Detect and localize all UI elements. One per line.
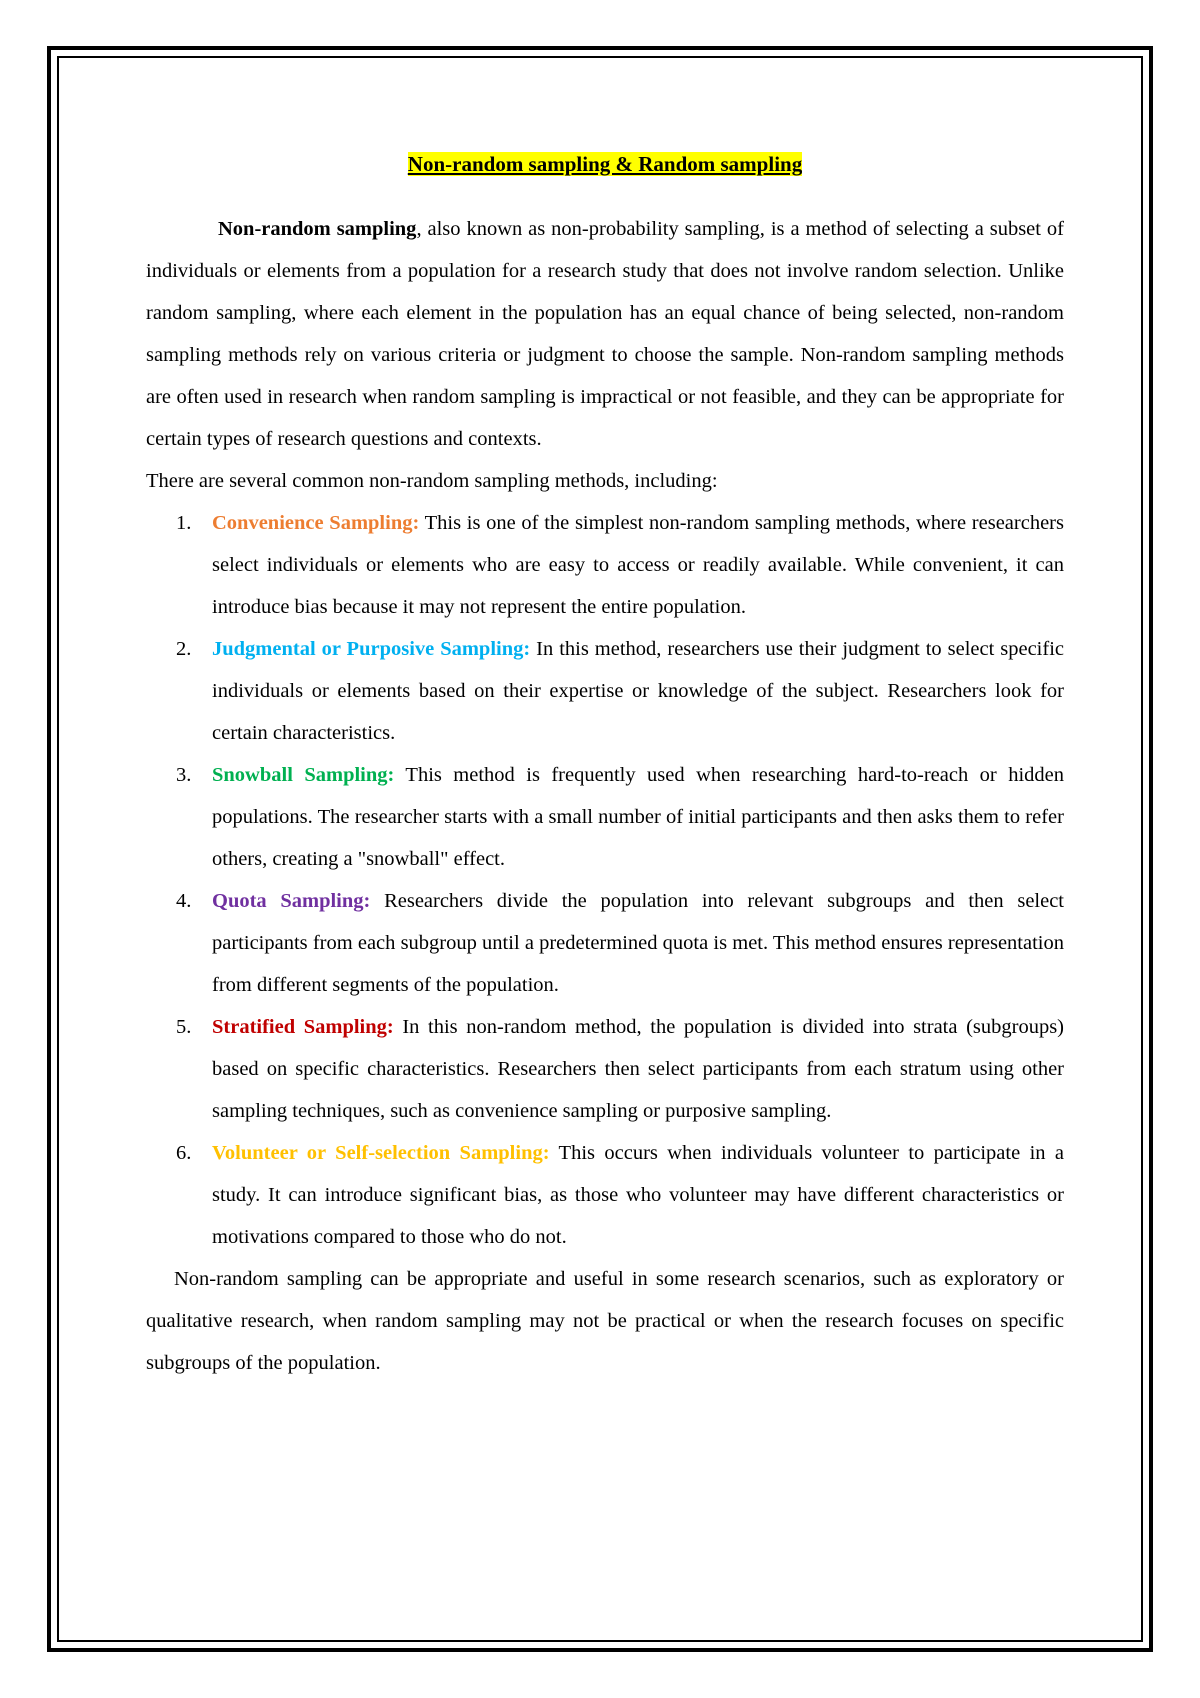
method-description: Researchers divide the population into relevant subgroups and then select participants from each subgroup until a predetermined quota is met. This method ensures representation from different segments of the population. [212, 890, 1065, 996]
list-item-number: 2. [176, 638, 192, 660]
list-item-number: 5. [176, 1016, 192, 1038]
list-item-number: 4. [176, 890, 192, 912]
method-description: This occurs when individuals volunteer to participate in a study. It can introduce significant bias, as those who volunteer may have different characteristics or motivations compared to those who do not. [212, 1142, 1064, 1248]
title-block [146, 143, 1064, 186]
document-body [146, 143, 1064, 1384]
intro-paragraph [146, 208, 1064, 460]
list-intro: There are several common non-random sampling methods, including: [146, 470, 718, 492]
method-term: Snowball Sampling: [212, 764, 395, 786]
list-item-number: 1. [176, 512, 192, 534]
list-item-number: 6. [176, 1142, 192, 1164]
method-term: Volunteer or Self-selection Sampling: [212, 1142, 550, 1164]
list-item [146, 754, 1064, 880]
intro-bold-lead: Non-random sampling [218, 218, 417, 240]
list-item [146, 1006, 1064, 1132]
method-term: Convenience Sampling: [212, 512, 420, 534]
method-description: This method is frequently used when researching hard-to-reach or hidden populations. The researcher starts with a small number of initial participants and then asks them to refer others, creating a "snowball" effect. [212, 764, 1064, 870]
list-item-number: 3. [176, 764, 192, 786]
list-item [146, 1132, 1064, 1258]
method-description: In this non-random method, the population is divided into strata (subgroups) based on specific characteristics. Researchers then select participants from each stratum using other sampling techniques, such as convenience sampling or purposive sampling. [212, 1016, 1065, 1122]
list-item [146, 880, 1064, 1006]
closing-paragraph: Non-random sampling can be appropriate and useful in some research scenarios, such as exploratory or qualitative research, when random sampling may not be practical or when the research focuses on specific subgroups of the population. [146, 1268, 1064, 1374]
method-term: Judgmental or Purposive Sampling: [212, 638, 531, 660]
intro-text: , also known as non-probability sampling, is a method of selecting a subset of individuals or elements from a population for a research study that does not involve random selection. Unlike random sampling, where each element in the population has an equal chance of being selected, non-random sampling methods rely on various criteria or judgment to choose the sample. Non-random sampling methods are often used in research when random sampling is impractical or not feasible, and they can be appropriate for certain types of research questions and contexts. [146, 218, 1064, 450]
method-description: This is one of the simplest non-random sampling methods, where researchers select individuals or elements who are easy to access or readily available. While convenient, it can introduce bias because it may not represent the entire population. [212, 512, 1064, 618]
method-term: Quota Sampling: [212, 890, 371, 912]
method-description: In this method, researchers use their judgment to select specific individuals or elements based on their expertise or knowledge of the subject. Researchers look for certain characteristics. [212, 638, 1064, 744]
list-item [146, 628, 1064, 754]
document-title: Non-random sampling & Random sampling [407, 152, 803, 176]
methods-list [146, 502, 1064, 1258]
method-term: Stratified Sampling: [212, 1016, 394, 1038]
list-item [146, 502, 1064, 628]
